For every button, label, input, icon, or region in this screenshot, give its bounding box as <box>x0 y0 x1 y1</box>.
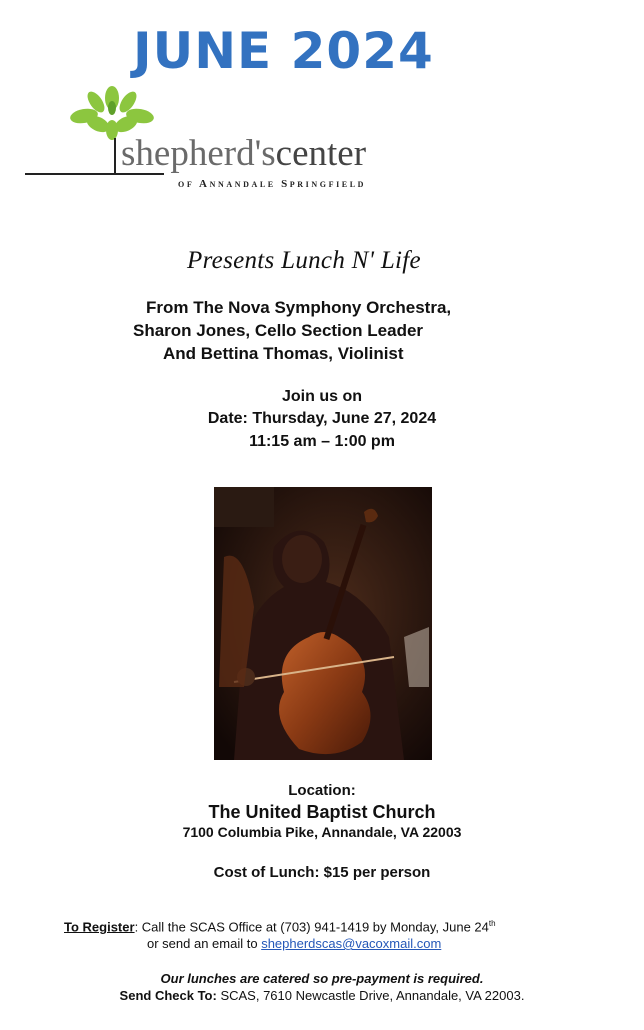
register-line: To Register: Call the SCAS Office at (703) 941-1419 by Monday, June 24th <box>64 919 496 935</box>
prepayment-note: Our lunches are catered so pre-payment is required. <box>160 971 484 986</box>
cellist-photo <box>214 487 432 760</box>
email-link[interactable]: shepherdscas@vacoxmail.com <box>261 936 442 951</box>
performer-line: And Bettina Thomas, Violinist <box>163 344 404 363</box>
email-line: or send an email to shepherdscas@vacoxmail.com <box>147 936 442 951</box>
lunch-cost: Cost of Lunch: $15 per person <box>213 864 431 881</box>
location-label: Location: <box>288 782 356 799</box>
event-date: Date: Thursday, June 27, 2024 <box>207 410 437 427</box>
join-text: Join us on <box>282 388 362 405</box>
send-check-line: Send Check To: SCAS, 7610 Newcastle Drive, Annandale, VA 22003. <box>119 988 525 1003</box>
logo-bar <box>114 138 116 174</box>
logo-wordmark: shepherd'scenter <box>121 133 367 174</box>
logo-subtitle: of Annandale Springfield <box>178 178 367 190</box>
presents-title: Presents Lunch N' Life <box>187 247 421 274</box>
performer-line: Sharon Jones, Cello Section Leader <box>133 321 424 340</box>
month-heading: JUNE 2024 <box>133 22 434 80</box>
performer-line: From The Nova Symphony Orchestra, <box>146 298 452 317</box>
venue-address: 7100 Columbia Pike, Annandale, VA 22003 <box>182 824 462 840</box>
venue-name: The United Baptist Church <box>208 802 436 822</box>
register-label: To Register <box>64 919 135 935</box>
event-time: 11:15 am – 1:00 pm <box>249 433 395 450</box>
